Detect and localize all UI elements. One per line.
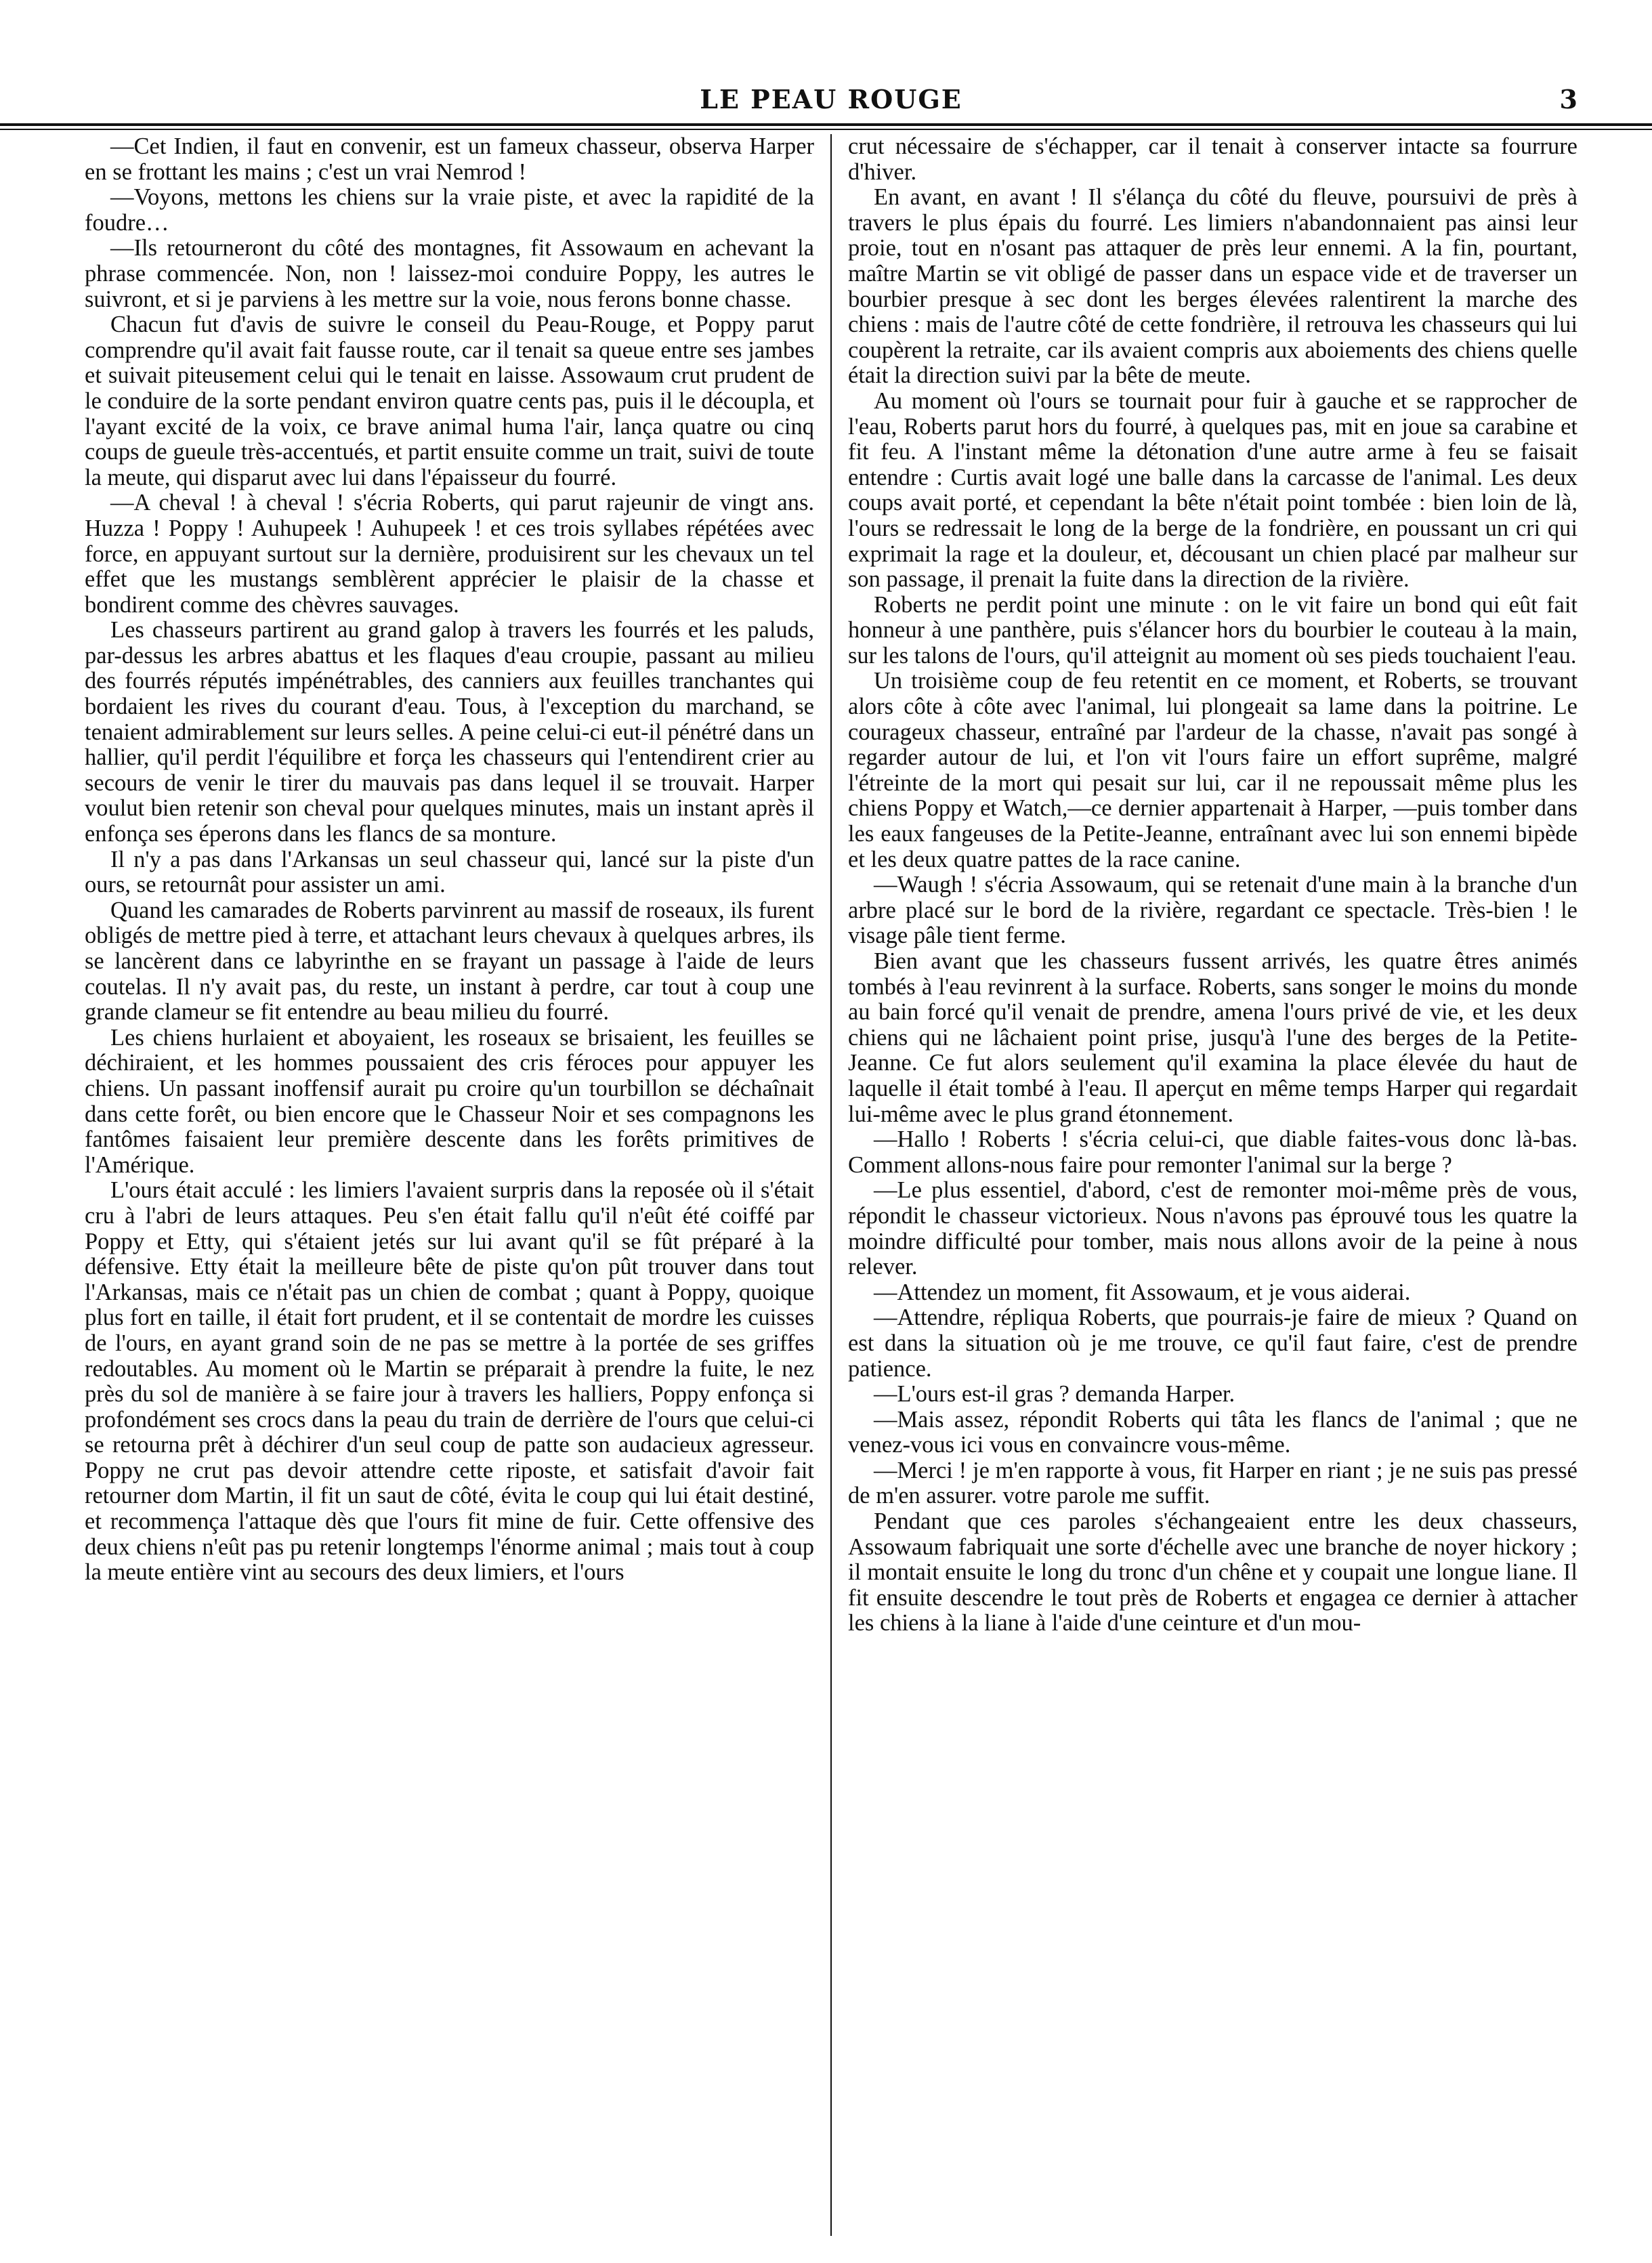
paragraph: Pendant que ces paroles s'échangeaient entre les deux chasseurs, Assowaum fabriquait une sorte d'échelle avec une branche de noyer hickory ; il montait ensuite le long du tronc d'un chêne et y coupait une longue liane. Il fit ensuite descendre le tout près de Roberts et engagea ce dernier à attacher les chiens à la liane à l'aide d'une ceinture et d'un mou- bbox=[848, 1508, 1577, 1636]
header-rule-thin bbox=[0, 129, 1652, 130]
paragraph: Les chiens hurlaient et aboyaient, les roseaux se brisaient, les feuilles se déchiraient, et les hommes poussaient des cris féroces pour appuyer les chiens. Un passant inoffensif aurait pu croire qu'un tourbillon se déchaînait dans cette forêt, ou bien encore que le Chasseur Noir et ses compagnons les fantômes faisaient leur première descente dans les forêts primitives de l'Amérique. bbox=[85, 1024, 814, 1178]
paragraph: Un troisième coup de feu retentit en ce moment, et Roberts, se trouvant alors côte à côte avec l'animal, lui plongeait sa lame dans la poitrine. Le courageux chasseur, entraîné par l'ardeur de la chasse, n'avait pas songé à regarder autour de lui, et l'on vit l'ours faire un effort suprême, malgré l'étreinte de la mort qui pesait sur lui, car il ne repoussait même plus les chiens Poppy et Watch,—ce dernier appartenait à Harper, —puis tomber dans les eaux fangeuses de la Petite-Jeanne, entraînant avec lui son ennemi bipède et les deux quatre pattes de la race canine. bbox=[848, 668, 1577, 872]
paragraph: L'ours était acculé : les limiers l'avaient surpris dans la reposée où il s'était cru à l'abri de leurs attaques. Peu s'en était fallu qu'il n'eût été coiffé par Poppy et Etty, qui s'étaient jetés sur lui avant qu'il se fût préparé à la défensive. Etty était la meilleure bête de piste qu'on pût trouver dans tout l'Arkansas, mais ce n'était pas un chien de combat ; quant à Poppy, quoique plus fort en taille, il était fort prudent, et il se contentait de mordre les cuisses de l'ours, en ayant grand soin de ne pas se mettre à la portée de ses griffes redoutables. Au moment où le Martin se préparait à prendre la fuite, le nez près du sol de manière à se faire jour à travers les halliers, Poppy enfonça si profondément ses crocs dans la peau du train de derrière de l'ours que celui-ci se retourna prêt à déchirer d'un seul coup de patte son audacieux agresseur. Poppy ne crut pas devoir attendre cette riposte, et satisfait d'avoir fait retourner dom Martin, il fit un saut de côté, évita le coup qui lui était destiné, et recommença l'attaque dès que l'ours fit mine de fuir. Cette offensive des deux chiens n'eût pas pu retenir longtemps l'énorme animal ; mais tout à coup la meute entière vint au secours des deux limiers, et l'ours bbox=[85, 1177, 814, 1586]
paragraph: —Voyons, mettons les chiens sur la vraie piste, et avec la rapidité de la foudre… bbox=[85, 184, 814, 236]
paragraph: Au moment où l'ours se tournait pour fuir à gauche et se rapprocher de l'eau, Roberts parut hors du fourré, à quelques pas, mit en joue sa carabine et fit feu. A l'instant même la détonation d'une autre arme à feu se faisait entendre : Curtis avait logé une balle dans la carcasse de l'animal. Les deux coups avait porté, et cependant la bête n'était point tombée : bien loin de là, l'ours se redressait le long de la berge de la fondrière, en poussant un cri qui exprimait la rage et la douleur, et, décousant un chien placé par malheur sur son passage, il prenait la fuite dans la direction de la rivière. bbox=[848, 387, 1577, 593]
paragraph: —Attendre, répliqua Roberts, que pourrais-je faire de mieux ? Quand on est dans la situation où je me trouve, ce qu'il faut faire, c'est de prendre patience. bbox=[848, 1305, 1577, 1382]
paragraph: Quand les camarades de Roberts parvinrent au massif de roseaux, ils furent obligés de mettre pied à terre, et attachant leurs chevaux à quelques arbres, ils se lancèrent dans ce labyrinthe en se frayant un passage à l'aide de leurs coutelas. Il n'y avait pas, du reste, un instant à perdre, car tout à coup une grande clameur se fit entendre au beau milieu du fourré. bbox=[85, 897, 814, 1025]
paragraph: —Waugh ! s'écria Assowaum, qui se retenait d'une main à la branche d'un arbre placé sur le bord de la rivière, regardant ce spectacle. Très-bien ! le visage pâle tient ferme. bbox=[848, 872, 1577, 949]
paragraph: —Ils retourneront du côté des montagnes, fit Assowaum en achevant la phrase commencée. Non, non ! laissez-moi conduire Poppy, les autres le suivront, et si je parviens à les mettre sur la voie, nous ferons bonne chasse. bbox=[85, 235, 814, 312]
paragraph: —Merci ! je m'en rapporte à vous, fit Harper en riant ; je ne suis pas pressé de m'en assurer. votre parole me suffit. bbox=[848, 1457, 1577, 1509]
right-column bbox=[830, 134, 1577, 2236]
paragraph: crut nécessaire de s'échapper, car il tenait à conserver intacte sa fourrure d'hiver. bbox=[848, 134, 1577, 185]
header-rule-thick bbox=[0, 123, 1652, 126]
paragraph: Chacun fut d'avis de suivre le conseil du Peau-Rouge, et Poppy parut comprendre qu'il avait fait fausse route, car il tenait sa queue entre ses jambes et suivait piteusement celui qui le tenait en laisse. Assowaum crut prudent de le conduire de la sorte pendant environ quatre cents pas, puis il le découpla, et l'ayant excité de la voix, ce brave animal huma l'air, lança quatre ou cinq coups de gueule très-accentués, et partit ensuite comme un trait, suivi de toute la meute, qui disparut avec lui dans l'épaisseur du fourré. bbox=[85, 312, 814, 490]
paragraph: —Le plus essentiel, d'abord, c'est de remonter moi-même près de vous, répondit le chasseur victorieux. Nous n'avons pas éprouvé tous les quatre la moindre difficulté pour tomber, mais nous allons avoir de la peine à nous relever. bbox=[848, 1177, 1577, 1280]
paragraph: Il n'y a pas dans l'Arkansas un seul chasseur qui, lancé sur la piste d'un ours, se retournât pour assister un ami. bbox=[85, 846, 814, 898]
paragraph: Roberts ne perdit point une minute : on le vit faire un bond qui eût fait honneur à une panthère, puis s'élancer hors du bourbier le couteau à la main, sur les talons de l'ours, qu'il atteignit au moment où ses pieds touchaient l'eau. bbox=[848, 591, 1577, 669]
paragraph: —Cet Indien, il faut en convenir, est un fameux chasseur, observa Harper en se frottant les mains ; c'est un vrai Nemrod ! bbox=[85, 134, 814, 185]
text-columns bbox=[85, 134, 1577, 2236]
paragraph: Bien avant que les chasseurs fussent arrivés, les quatre êtres animés tombés à l'eau revinrent à la surface. Roberts, sans songer le moins du monde au bain forcé qu'il venait de prendre, amena l'ours privé de vie, et les deux chiens qui ne lâchaient point prise, jusqu'à l'une des berges de la Petite-Jeanne. Ce fut alors seulement qu'il examina la place élevée du haut de laquelle il était tombé à l'eau. Il aperçut en même temps Harper qui regardait lui-même avec le plus grand étonnement. bbox=[848, 948, 1577, 1127]
running-title: LE PEAU ROUGE bbox=[700, 84, 962, 114]
page-number: 3 bbox=[1559, 84, 1577, 114]
paragraph: —Attendez un moment, fit Assowaum, et je vous aiderai. bbox=[874, 1279, 1411, 1305]
page-header bbox=[85, 0, 1577, 115]
paragraph: Les chasseurs partirent au grand galop à travers les fourrés et les paluds, par-dessus les arbres abattus et les flaques d'eau croupie, passant au milieu des fourrés réputés impénétrables, des canniers aux feuilles tranchantes qui bordaient les rives du courant d'eau. Tous, à l'exception du marchand, se tenaient admirablement sur leurs selles. A peine celui-ci eut-il pénétré dans un hallier, qu'il perdit l'équilibre et força les chasseurs qui l'entendirent crier au secours de venir le tirer du mauvais pas dans lequel il se trouvait. Harper voulut bien retenir son cheval pour quelques minutes, mais un instant après il enfonça ses éperons dans les flancs de sa monture. bbox=[85, 617, 814, 847]
left-column bbox=[85, 134, 830, 2236]
paragraph: En avant, en avant ! Il s'élança du côté du fleuve, poursuivi de près à travers le plus épais du fourré. Les limiers n'abandonnaient pas ainsi leur proie, tout en n'osant pas attaquer de près leur ennemi. A la fin, pourtant, maître Martin se vit obligé de passer dans un espace vide et de traverser un bourbier presque à sec dont les berges élevées ralentirent la marche des chiens : mais de l'autre côté de cette fondrière, il retrouva les chasseurs qui lui coupèrent la retraite, car ils avaient compris aux aboiements des chiens quelle était la direction suivi par la bête de meute. bbox=[848, 184, 1577, 389]
paragraph: —Hallo ! Roberts ! s'écria celui-ci, que diable faites-vous donc là-bas. Comment allons-nous faire pour remonter l'animal sur la berge ? bbox=[848, 1126, 1577, 1178]
paragraph: —L'ours est-il gras ? demanda Harper. bbox=[874, 1381, 1235, 1408]
paragraph: —Mais assez, répondit Roberts qui tâta les flancs de l'animal ; que ne venez-vous ici vous en convaincre vous-même. bbox=[848, 1406, 1577, 1458]
paragraph: —A cheval ! à cheval ! s'écria Roberts, qui parut rajeunir de vingt ans. Huzza ! Poppy ! Auhupeek ! Auhupeek ! et ces trois syllabes répétées avec force, en appuyant surtout sur la dernière, produisirent sur les chevaux un tel effet que les mustangs semblèrent apprécier le plaisir de la chasse et bondirent comme des chèvres sauvages. bbox=[85, 490, 814, 618]
